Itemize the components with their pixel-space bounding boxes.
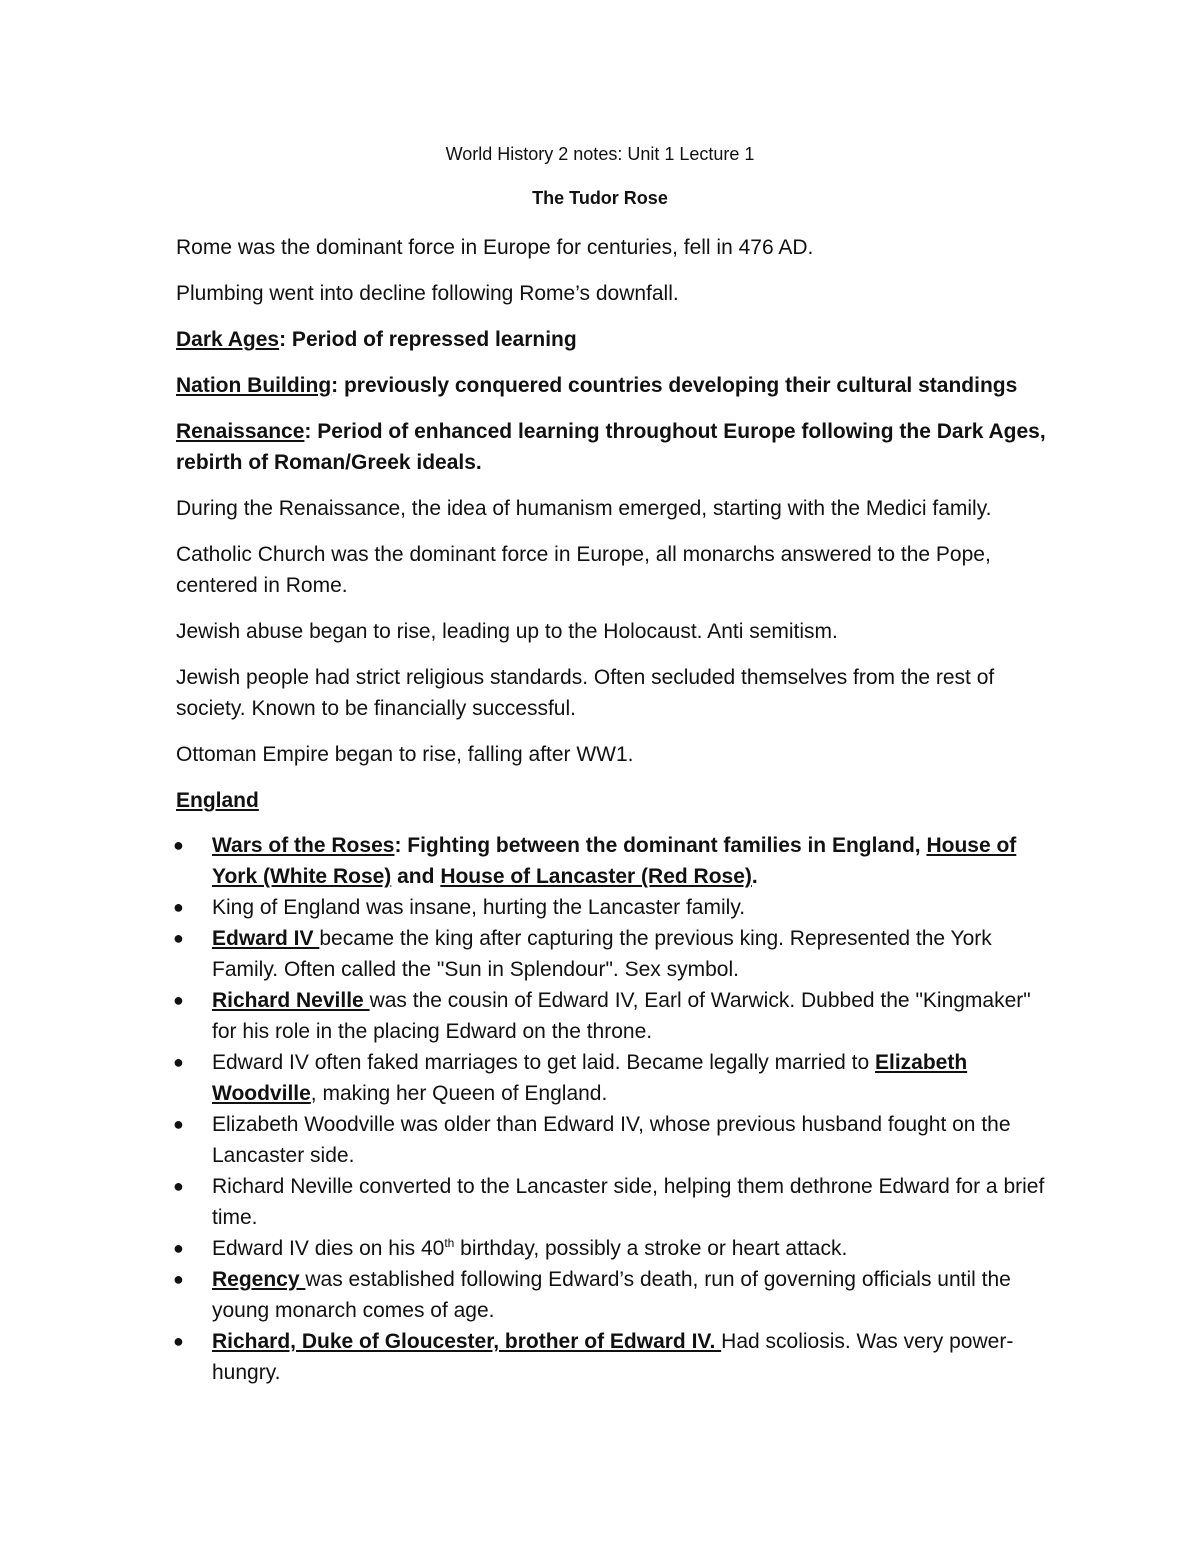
paragraph-jewish-people: Jewish people had strict religious standards. Often secluded themselves from the rest of society. Known to be financially successful. xyxy=(176,666,995,720)
list-item-text xyxy=(212,927,992,981)
bullet-icon: ● xyxy=(173,835,184,855)
definition-nation-building xyxy=(176,370,1046,401)
section-heading-england: England xyxy=(176,789,259,812)
list-item xyxy=(173,923,1046,985)
term-wars-of-the-roses: Wars of the Roses xyxy=(212,834,395,857)
document-body xyxy=(173,232,1046,1388)
paragraph-plumbing: Plumbing went into decline following Rome’s downfall. xyxy=(176,282,679,305)
term-elizabeth-woodville: Elizabeth Woodville xyxy=(212,1051,968,1105)
text-segment: Edward IV dies on his 40 xyxy=(212,1237,445,1260)
bullet-icon: ● xyxy=(173,1331,184,1351)
bullet-icon: ● xyxy=(173,928,184,948)
bullet-icon: ● xyxy=(173,990,184,1010)
term-edward-iv: Edward IV xyxy=(212,927,320,950)
list-item xyxy=(173,1264,1046,1326)
list-item xyxy=(173,1109,1046,1171)
list-item-text xyxy=(212,1051,967,1105)
document-subtitle: The Tudor Rose xyxy=(532,188,668,208)
list-item xyxy=(173,1233,1046,1264)
paragraph-jewish-abuse: Jewish abuse began to rise, leading up to the Holocaust. Anti semitism. xyxy=(176,620,838,643)
paragraph-catholic-church: Catholic Church was the dominant force in Europe, all monarchs answered to the Pope, centered in Rome. xyxy=(176,543,991,597)
text-segment: Had scoliosis. Was very power-hungry. xyxy=(212,1330,1014,1384)
text-segment: , making her Queen of England. xyxy=(310,1082,608,1105)
list-item-text xyxy=(212,989,1031,1043)
bullet-icon: ● xyxy=(173,1176,184,1196)
text-segment: Edward IV often faked marriages to get laid. Became legally married to xyxy=(212,1051,875,1074)
paragraph-ottoman: Ottoman Empire began to rise, falling after WW1. xyxy=(176,743,634,766)
text-segment: was established following Edward’s death, run of governing officials until the young monarch comes of age. xyxy=(212,1268,1011,1322)
list-item xyxy=(173,830,1046,892)
list-item-text: Richard Neville converted to the Lancaster side, helping them dethrone Edward for a brief time. xyxy=(212,1175,1045,1229)
superscript: th xyxy=(444,1236,455,1250)
list-item xyxy=(173,1047,1046,1109)
definition-text: : Period of repressed learning xyxy=(279,328,577,351)
paragraph-humanism: During the Renaissance, the idea of humanism emerged, starting with the Medici family. xyxy=(176,497,992,520)
bullet-icon: ● xyxy=(173,1269,184,1289)
list-item-text xyxy=(212,1268,1011,1322)
definition-text: : Period of enhanced learning throughout Europe following the Dark Ages, rebirth of Roman/Greek ideals. xyxy=(176,420,1046,474)
term-nation-building: Nation Building xyxy=(176,374,332,397)
definition-text: : previously conquered countries developing their cultural standings xyxy=(331,374,1018,397)
list-item xyxy=(173,892,1046,923)
text-segment: and xyxy=(391,865,441,888)
text-segment: birthday, possibly a stroke or heart attack. xyxy=(454,1237,848,1260)
text-segment: was the cousin of Edward IV, Earl of Warwick. Dubbed the "Kingmaker" for his role in the placing Edward on the throne. xyxy=(212,989,1031,1043)
bullet-icon: ● xyxy=(173,897,184,917)
list-item xyxy=(173,1171,1046,1233)
list-item-text: Elizabeth Woodville was older than Edward IV, whose previous husband fought on the Lancaster side. xyxy=(212,1113,1011,1167)
list-item-text: King of England was insane, hurting the Lancaster family. xyxy=(212,896,746,919)
list-item-text xyxy=(212,834,1016,888)
text-segment: . xyxy=(751,865,758,888)
term-dark-ages: Dark Ages xyxy=(176,328,280,351)
list-item-text xyxy=(212,1237,847,1260)
list-item xyxy=(173,1326,1046,1388)
definition-renaissance xyxy=(176,416,1046,478)
list-item-text xyxy=(212,1330,1013,1384)
bullet-icon: ● xyxy=(173,1238,184,1258)
term-richard-neville: Richard Neville xyxy=(212,989,370,1012)
document-title: World History 2 notes: Unit 1 Lecture 1 xyxy=(445,144,755,164)
bullet-icon: ● xyxy=(173,1114,184,1134)
term-house-of-lancaster: House of Lancaster (Red Rose) xyxy=(440,865,752,888)
term-renaissance: Renaissance xyxy=(176,420,305,443)
england-bullet-list xyxy=(173,830,1046,1388)
text-segment: became the king after capturing the previous king. Represented the York Family. Often called the "Sun in Splendour". Sex symbol. xyxy=(212,927,992,981)
bullet-icon: ● xyxy=(173,1052,184,1072)
definition-dark-ages xyxy=(176,324,1046,355)
list-item xyxy=(173,985,1046,1047)
term-house-of-york: House of York (White Rose) xyxy=(212,834,1017,888)
term-richard-duke-of-gloucester: Richard, Duke of Gloucester, brother of Edward IV. xyxy=(212,1330,722,1353)
text-segment: : Fighting between the dominant families in England, xyxy=(394,834,927,857)
paragraph-rome: Rome was the dominant force in Europe for centuries, fell in 476 AD. xyxy=(176,236,814,259)
term-regency: Regency xyxy=(212,1268,306,1291)
